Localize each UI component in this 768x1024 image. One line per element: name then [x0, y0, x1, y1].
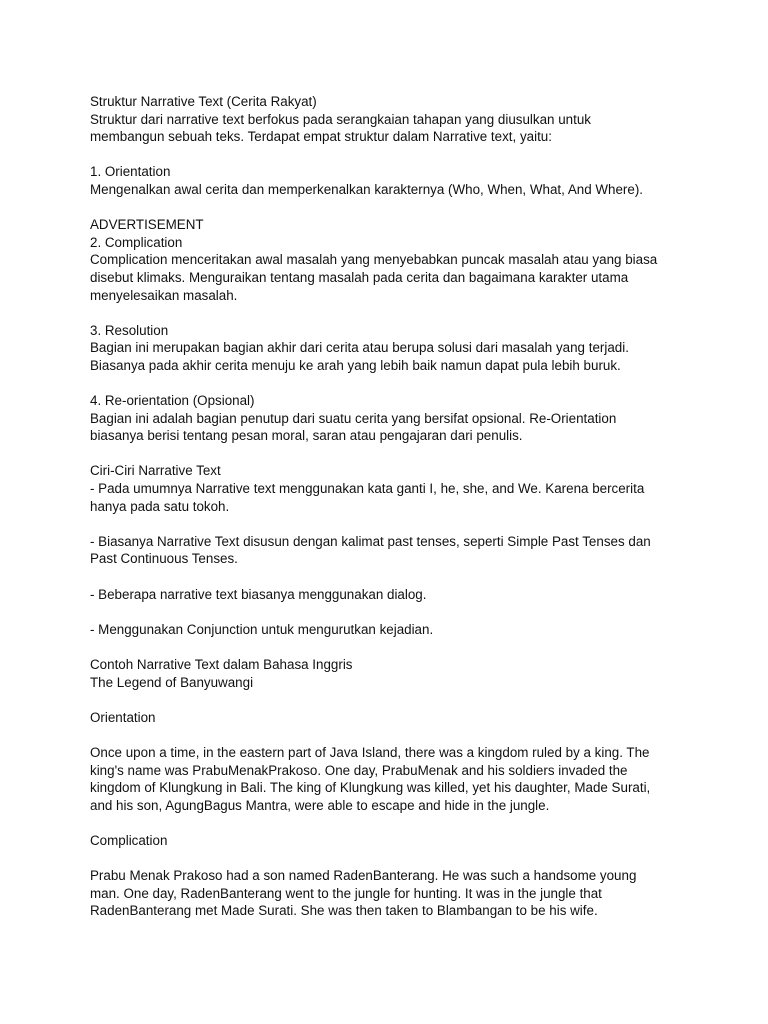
text-line: Ciri-Ciri Narrative Text [90, 463, 221, 479]
text-line: - Pada umumnya Narrative text menggunakan kata ganti I, he, she, and We. Karena bercerita [90, 481, 645, 497]
blank-line [90, 603, 690, 621]
text-line: biasanya berisi tentang pesan moral, saran atau pengajaran dari penulis. [90, 428, 523, 444]
text-line: man. One day, RadenBanterang went to the jungle for hunting. It was in the jungle that [90, 885, 602, 901]
text-line: 2. Complication [90, 234, 183, 250]
blank-line [90, 146, 690, 164]
blank-line [90, 304, 690, 322]
text-line: ADVERTISEMENT [90, 217, 204, 233]
text-line: kingdom of Klungkung in Bali. The king of Klungkung was killed, yet his daughter, Made Surati, [90, 780, 651, 796]
text-line: membangun sebuah teks. Terdapat empat struktur dalam Narrative text, yaitu: [90, 129, 552, 145]
blank-line [90, 445, 690, 463]
text-line: Bagian ini merupakan bagian akhir dari cerita atau berupa solusi dari masalah yang terjadi. [90, 340, 629, 356]
document-body [90, 93, 690, 920]
text-line: king's name was PrabuMenakPrakoso. One day, PrabuMenak and his soldiers invaded the [90, 762, 628, 778]
blank-line [90, 814, 690, 832]
text-line: Complication menceritakan awal masalah yang menyebabkan puncak masalah atau yang biasa [90, 252, 658, 268]
text-line: Struktur Narrative Text (Cerita Rakyat) [90, 94, 317, 109]
text-line: 1. Orientation [90, 164, 171, 180]
text-line: menyelesaikan masalah. [90, 287, 238, 303]
text-line: Once upon a time, in the eastern part of Java Island, there was a kingdom ruled by a king. The [90, 744, 650, 760]
text-line: and his son, AgungBagus Mantra, were able to escape and hide in the jungle. [90, 797, 550, 813]
text-line: - Menggunakan Conjunction untuk mengurutkan kejadian. [90, 621, 434, 637]
blank-line [90, 638, 690, 656]
text-line: RadenBanterang met Made Surati. She was then taken to Blambangan to be his wife. [90, 903, 598, 919]
text-line: - Biasanya Narrative Text disusun dengan kalimat past tenses, seperti Simple Past Tenses dan [90, 533, 651, 549]
text-line: The Legend of Banyuwangi [90, 674, 254, 690]
text-line: Prabu Menak Prakoso had a son named RadenBanterang. He was such a handsome young [90, 868, 637, 884]
blank-line [90, 515, 690, 533]
blank-line [90, 850, 690, 868]
blank-line [90, 726, 690, 744]
text-line: Bagian ini adalah bagian penutup dari suatu cerita yang bersifat opsional. Re-Orientation [90, 410, 617, 426]
text-line: 4. Re-orientation (Opsional) [90, 393, 255, 409]
blank-line [90, 375, 690, 393]
text-line: Orientation [90, 709, 156, 725]
blank-line [90, 691, 690, 709]
text-line: disebut klimaks. Menguraikan tentang masalah pada cerita dan bagaimana karakter utama [90, 269, 629, 285]
text-line: hanya pada satu tokoh. [90, 498, 230, 514]
text-line: Complication [90, 832, 168, 848]
text-line: Past Continuous Tenses. [90, 551, 238, 567]
text-line: Contoh Narrative Text dalam Bahasa Inggris [90, 657, 353, 672]
text-line: - Beberapa narrative text biasanya menggunakan dialog. [90, 586, 427, 602]
text-line: Biasanya pada akhir cerita menuju ke arah yang lebih baik namun dapat pula lebih buruk. [90, 357, 621, 373]
text-line: 3. Resolution [90, 322, 169, 338]
text-line: Mengenalkan awal cerita dan memperkenalkan karakternya (Who, When, What, And Where). [90, 181, 643, 197]
blank-line [90, 199, 690, 217]
text-line: Struktur dari narrative text berfokus pada serangkaian tahapan yang diusulkan untuk [90, 111, 591, 127]
blank-line [90, 568, 690, 586]
